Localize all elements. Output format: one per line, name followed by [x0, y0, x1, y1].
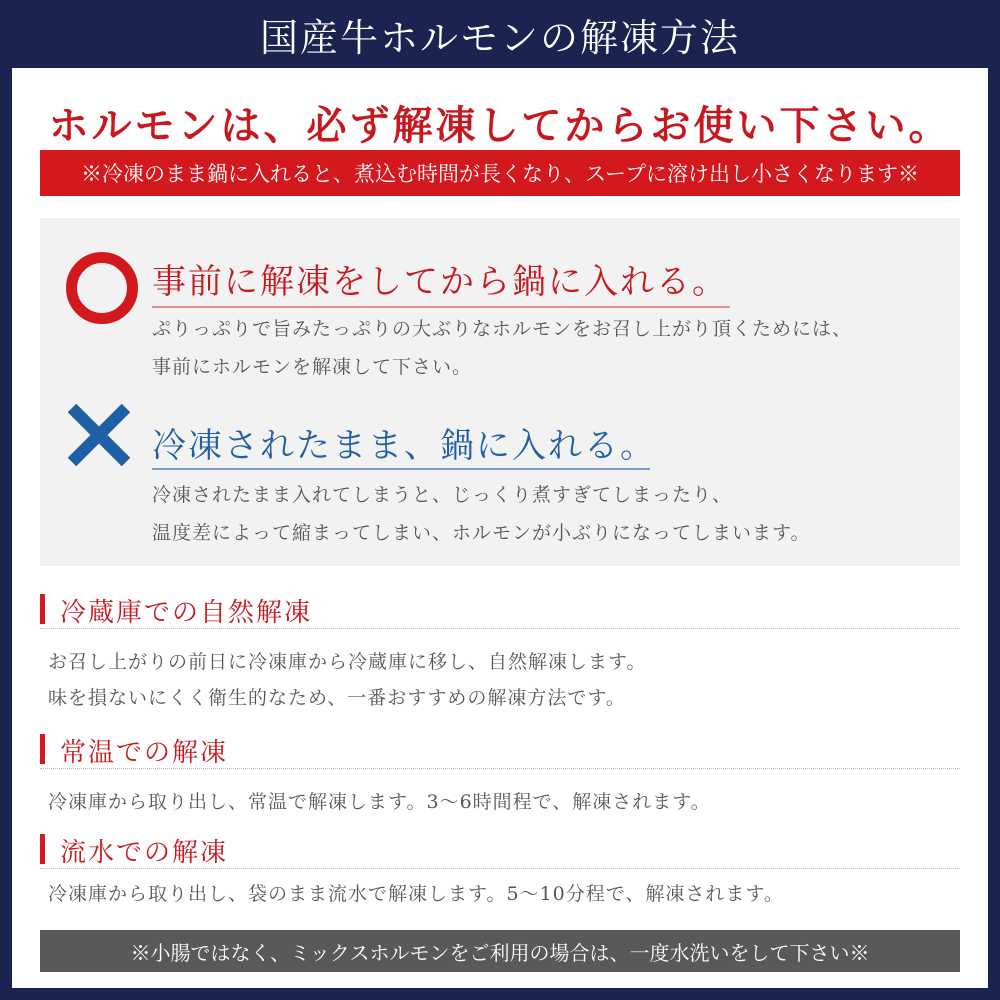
good-line: ぷりっぷりで旨みたっぷりの大ぶりなホルモンをお召し上がり頂くためには、 [152, 318, 853, 340]
good-description [152, 310, 852, 386]
warning-banner: ※冷凍のまま鍋に入れると、煮込む時間が長くなり、スープに溶け出し小さくなります※ [40, 150, 960, 196]
section-body-fridge [48, 644, 958, 716]
bad-line: 温度差によって縮まってしまい、ホルモンが小ぶりになってしまいます。 [152, 522, 811, 544]
circle-ok-icon [66, 252, 138, 324]
section-heading-room-temp [40, 732, 960, 769]
do-dont-box [40, 218, 960, 566]
good-heading: 事前に解凍をしてから鍋に入れる。 [152, 254, 730, 308]
good-line: 事前にホルモンを解凍して下さい。 [152, 356, 473, 378]
bad-heading: 冷凍されたまま、鍋に入れる。 [152, 418, 650, 470]
section-line: 冷凍庫から取り出し、袋のまま流水で解凍します。5〜10分程で、解凍されます。 [48, 883, 784, 905]
section-heading-running-water [40, 832, 960, 869]
bad-line: 冷凍されたまま入れてしまうと、じっくり煮すぎてしまったり、 [152, 484, 733, 506]
section-marker [40, 734, 45, 764]
section-heading-fridge [40, 592, 960, 629]
section-title: 流水での解凍 [60, 838, 229, 868]
section-body-room-temp [48, 784, 958, 820]
section-title: 冷蔵庫での自然解凍 [60, 598, 313, 628]
section-body-running-water [48, 876, 958, 912]
section-marker [40, 594, 45, 624]
section-line: 味を損ないにくく衛生的なため、一番おすすめの解凍方法です。 [48, 687, 626, 709]
main-headline: ホルモンは、必ず解凍してからお使い下さい。 [48, 102, 952, 149]
bad-description [152, 476, 810, 552]
cross-ng-icon [66, 402, 132, 468]
page-title: 国産牛ホルモンの解凍方法 [259, 15, 740, 60]
footer-note: ※小腸ではなく、ミックスホルモンをご利用の場合は、一度水洗いをして下さい※ [40, 930, 960, 972]
section-line: 冷凍庫から取り出し、常温で解凍します。3〜6時間程で、解凍されます。 [48, 791, 711, 813]
section-line: お召し上がりの前日に冷凍庫から冷蔵庫に移し、自然解凍します。 [48, 651, 647, 673]
section-marker [40, 834, 45, 864]
section-title: 常温での解凍 [60, 738, 229, 768]
content-panel [12, 68, 988, 988]
